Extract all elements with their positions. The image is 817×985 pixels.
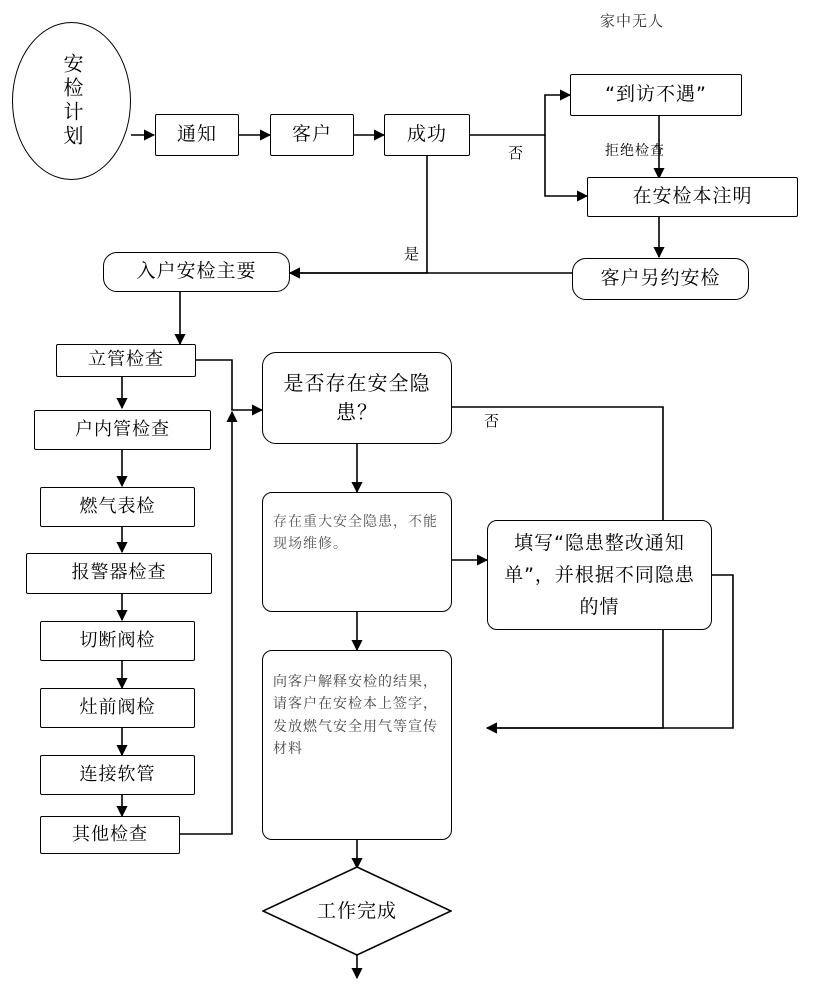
node-finish xyxy=(262,866,452,956)
node-hazard-decision xyxy=(262,352,452,444)
node-success xyxy=(384,114,470,156)
node-major-hazard xyxy=(262,492,452,612)
node-explain-result-label: 向客户解释安检的结果，请客户在安检本上签字，发放燃气安全用气等宣传材料 xyxy=(273,674,438,758)
node-riser-check xyxy=(56,344,196,377)
node-customer xyxy=(270,114,354,156)
node-start-label: 安检计划 xyxy=(60,53,84,149)
node-rectify-notice-label: 填写“隐患整改通知单”，并根据不同隐患的情 xyxy=(504,531,695,619)
node-gas-meter-check xyxy=(40,487,195,527)
node-shutoff-valve-check xyxy=(40,621,195,661)
node-other-check-label: 其他检查 xyxy=(72,823,148,845)
node-finish-label: 工作完成 xyxy=(316,899,397,922)
node-gas-meter-check-label: 燃气表检 xyxy=(79,495,156,517)
node-explain-result xyxy=(262,650,452,840)
node-alarm-check xyxy=(26,553,212,594)
node-note-in-book xyxy=(587,177,798,217)
label-no-2: 否 xyxy=(484,412,501,430)
node-shutoff-valve-check-label: 切断阀检 xyxy=(79,629,156,651)
node-indoor-pipe-check xyxy=(34,410,211,450)
node-other-check xyxy=(40,816,180,854)
node-rectify-notice xyxy=(487,520,712,630)
node-hose-check-label: 连接软管 xyxy=(79,763,156,785)
node-customer-label: 客户 xyxy=(291,123,332,146)
node-stove-valve-check xyxy=(40,688,195,728)
node-start xyxy=(12,22,131,180)
node-not-met-label: “到访不遇” xyxy=(605,83,707,106)
node-main-inspection-label: 入户安检主要 xyxy=(136,260,257,283)
label-refuse-check: 拒绝检查 xyxy=(605,143,665,159)
node-notify-label: 通知 xyxy=(176,123,217,146)
label-nobody-home: 家中无人 xyxy=(600,12,665,30)
node-notify xyxy=(155,114,239,156)
node-major-hazard-label: 存在重大安全隐患，不能现场维修。 xyxy=(273,514,438,553)
node-success-label: 成功 xyxy=(406,123,447,146)
node-alarm-check-label: 报警器检查 xyxy=(71,562,167,584)
node-stove-valve-check-label: 灶前阀检 xyxy=(79,696,156,718)
node-indoor-pipe-check-label: 户内管检查 xyxy=(75,418,170,440)
node-note-in-book-label: 在安检本注明 xyxy=(632,185,753,208)
label-yes-1: 是 xyxy=(404,245,421,263)
node-hose-check xyxy=(40,755,195,795)
label-no-1: 否 xyxy=(508,144,525,162)
node-riser-check-label: 立管检查 xyxy=(88,349,164,371)
node-reschedule xyxy=(572,258,749,300)
node-hazard-decision-label: 是否存在安全隐患？ xyxy=(283,371,431,424)
node-main-inspection xyxy=(103,252,290,292)
node-not-met xyxy=(570,74,742,116)
node-reschedule-label: 客户另约安检 xyxy=(600,267,721,290)
